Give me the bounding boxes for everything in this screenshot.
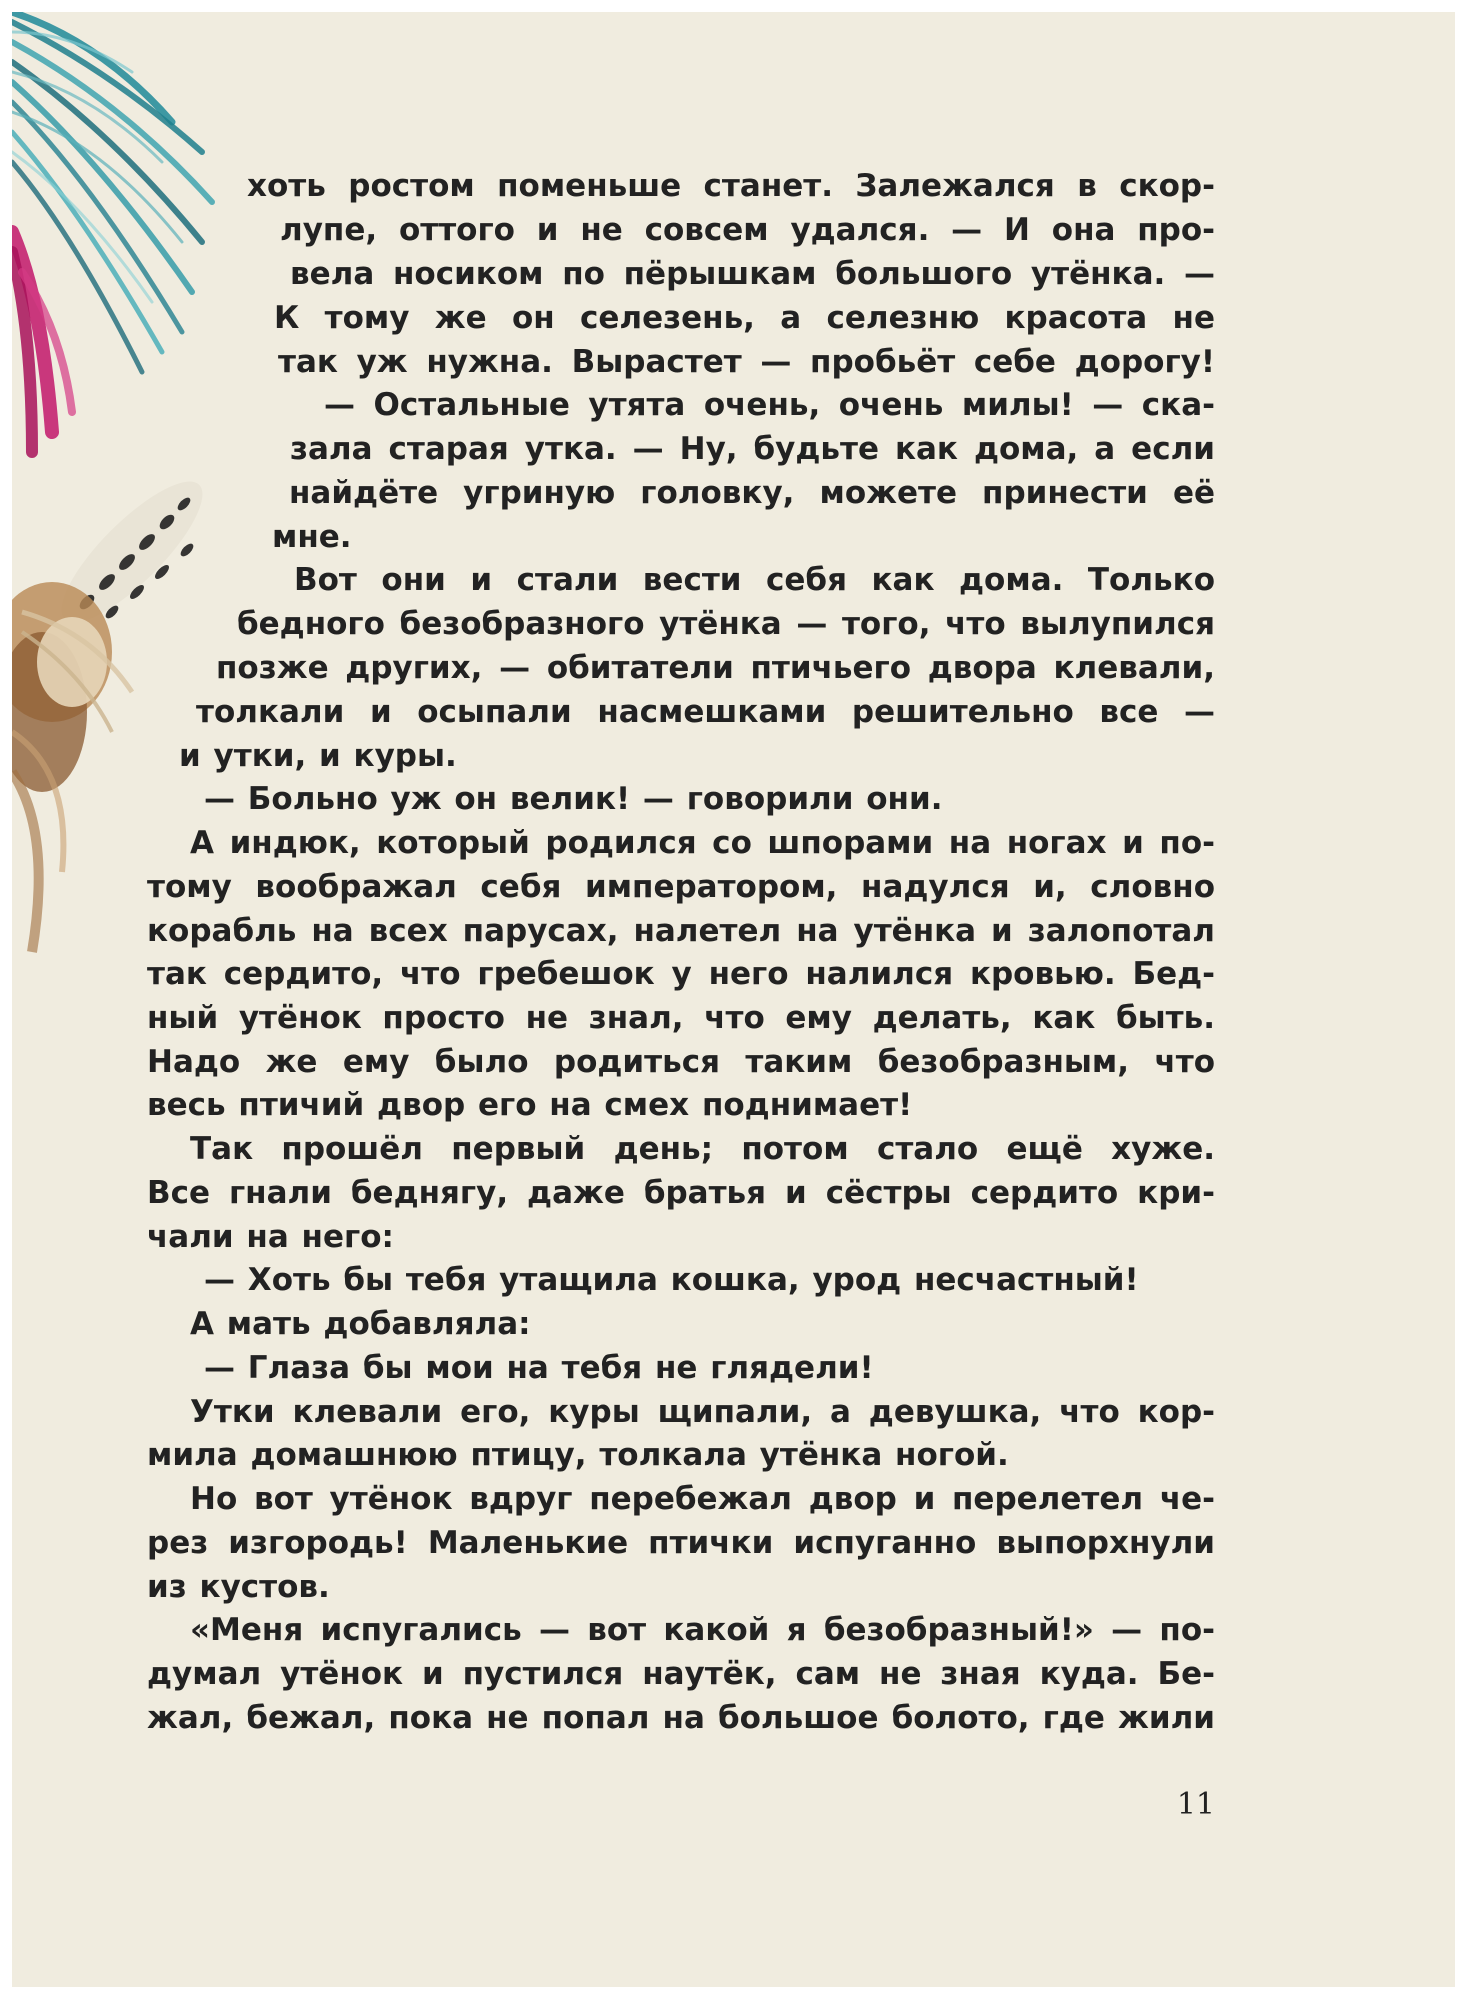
text-line: из кустов. (147, 1569, 330, 1605)
text-line: лупе, оттого и не совсем удался. — И она про- (280, 212, 1215, 248)
text-line: — Глаза бы мои на тебя не глядели! (204, 1350, 874, 1386)
text-line: и утки, и куры. (179, 738, 457, 774)
text-line: жал, бежал, пока не попал на большое болото, где жили (147, 1700, 1215, 1736)
text-line: корабль на всех парусах, налетел на утёнка и залопотал (147, 913, 1215, 949)
text-line: хоть ростом поменьше станет. Залежался в скор- (247, 168, 1215, 204)
text-line: мила домашнюю птицу, толкала утёнка ногой. (147, 1437, 1009, 1473)
magenta-feathers (12, 232, 72, 452)
text-line: тому воображал себя императором, надулся и, словно (147, 869, 1215, 905)
text-line: чали на него: (147, 1219, 394, 1255)
text-line: найдёте угриную головку, можете принести её (289, 475, 1215, 511)
text-line: так уж нужна. Вырастет — пробьёт себе дорогу! (278, 344, 1215, 380)
page-number: 11 (1176, 1787, 1215, 1822)
text-line: рез изгородь! Маленькие птички испуганно выпорхнули (147, 1525, 1215, 1561)
text-line: А индюк, который родился со шпорами на ногах и по- (190, 825, 1215, 861)
text-line: бедного безобразного утёнка — того, что вылупился (237, 606, 1215, 642)
text-line: ный утёнок просто не знал, что ему делать, как быть. (147, 1000, 1215, 1036)
text-line: Вот они и стали вести себя как дома. Только (294, 562, 1215, 598)
text-line: А мать добавляла: (190, 1306, 531, 1342)
text-line: Все гнали беднягу, даже братья и сёстры сердито кри- (147, 1175, 1215, 1211)
text-line: мне. (272, 519, 352, 555)
text-line: думал утёнок и пустился наутёк, сам не зная куда. Бе- (147, 1656, 1215, 1692)
text-line: позже других, — обитатели птичьего двора клевали, (216, 650, 1215, 686)
book-page (12, 12, 1455, 1987)
brown-feathers (12, 582, 132, 952)
text-line: Но вот утёнок вдруг перебежал двор и перелетел че- (190, 1481, 1215, 1517)
text-line: — Хоть бы тебя утащила кошка, урод несчастный! (204, 1262, 1139, 1298)
text-line: весь птичий двор его на смех поднимает! (147, 1087, 913, 1123)
text-line: вела носиком по пёрышкам большого утёнка. — (290, 256, 1215, 292)
text-line: Так прошёл первый день; потом стало ещё хуже. (190, 1131, 1215, 1167)
text-line: так сердито, что гребешок у него налился кровью. Бед- (147, 956, 1215, 992)
text-line: — Остальные утята очень, очень милы! — ска- (324, 387, 1215, 423)
text-line: К тому же он селезень, а селезню красота не (274, 300, 1215, 336)
text-line: — Больно уж он велик! — говорили они. (204, 781, 943, 817)
text-line: Утки клевали его, куры щипали, а девушка, что кор- (190, 1394, 1215, 1430)
text-line: Надо же ему было родиться таким безобразным, что (147, 1044, 1215, 1080)
text-line: «Меня испугались — вот какой я безобразный!» — по- (190, 1612, 1215, 1648)
text-line: толкали и осыпали насмешками решительно все — (196, 694, 1215, 730)
text-line: зала старая утка. — Ну, будьте как дома, а если (290, 431, 1215, 467)
